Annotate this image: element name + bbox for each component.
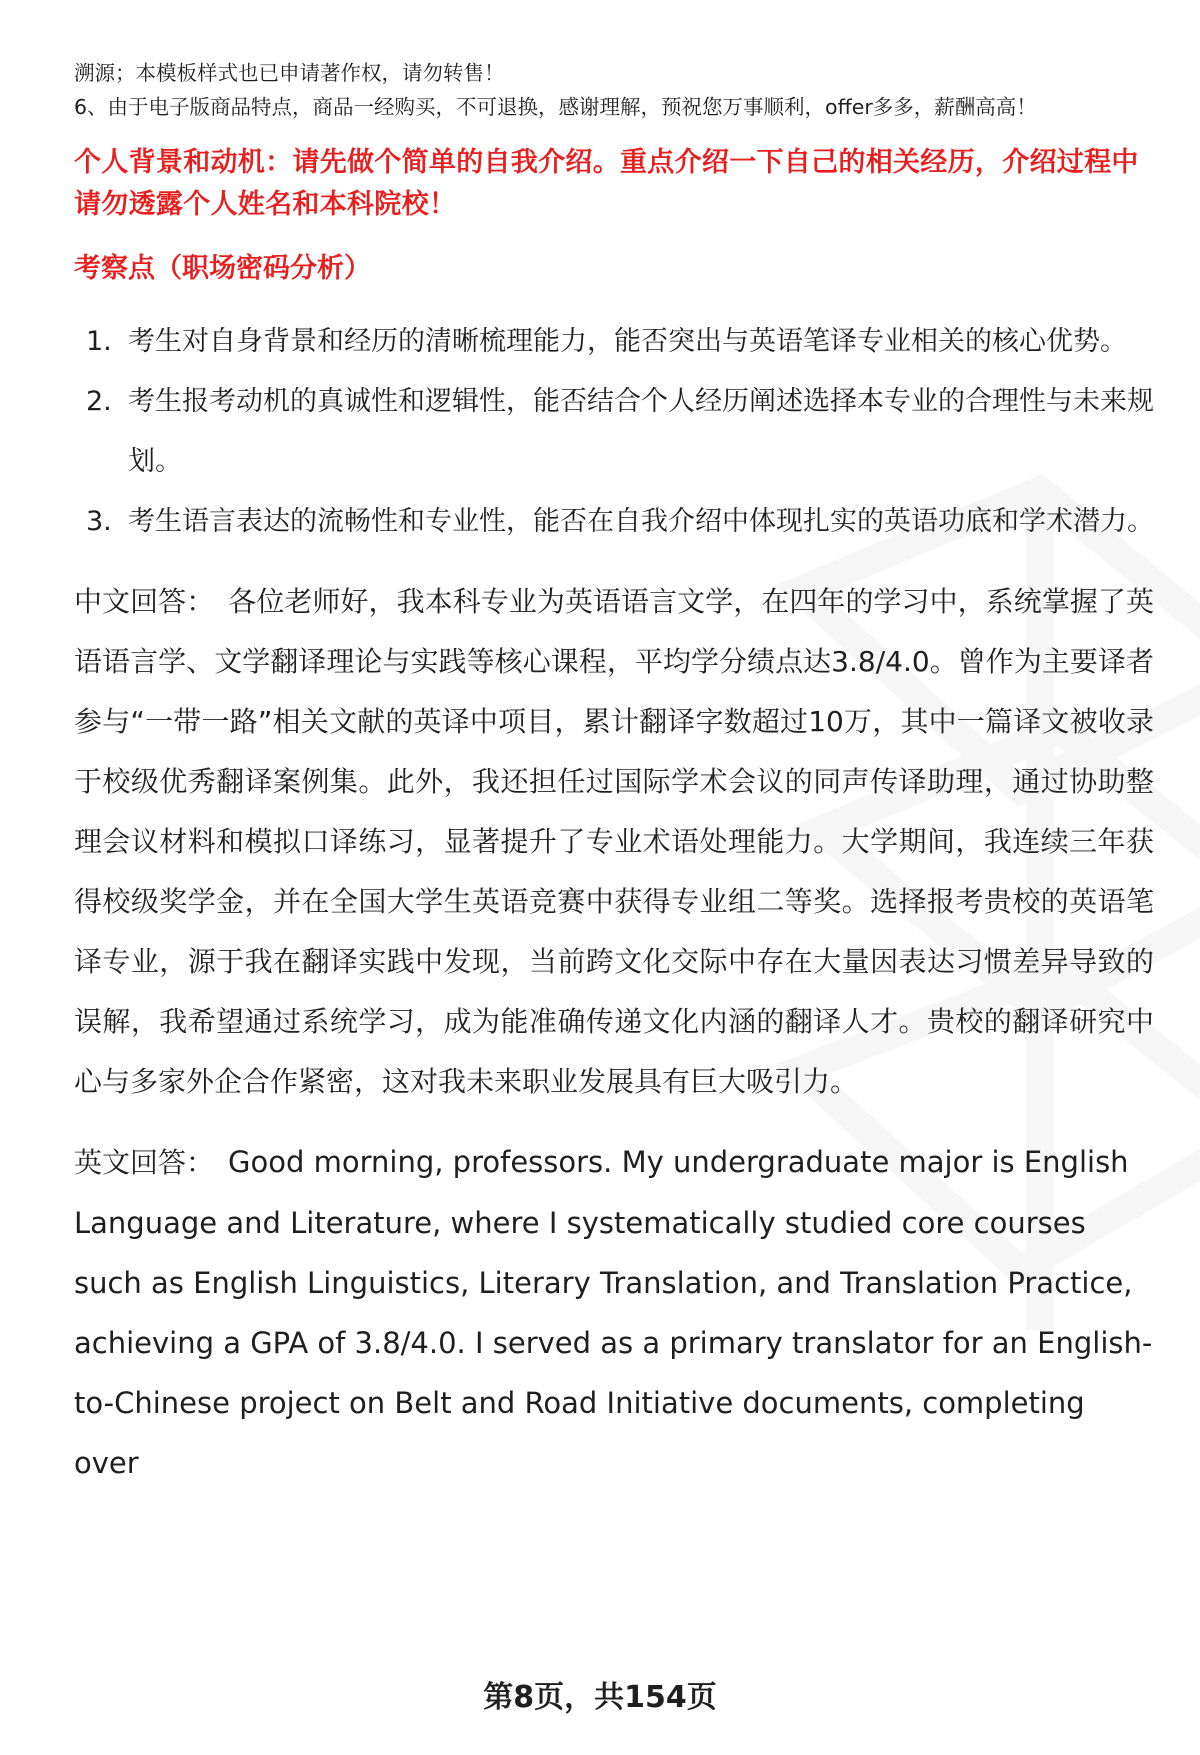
chinese-answer-text: 各位老师好，我本科专业为英语语言文学，在四年的学习中，系统掌握了英语语言学、文学翻译理论与实践等核心课程，平均学分绩点达3.8/4.0。曾作为主要译者参与“一带一路”相关文献的英译中项目，累计翻译字数超过10万，其中一篇译文被收录于校级优秀翻译案例集。此外，我还担任过国际学术会议的同声传译助理，通过协助整理会议材料和模拟口译练习，显著提升了专业术语处理能力。大学期间，我连续三年获得校级奖学金，并在全国大学生英语竞赛中获得专业组二等奖。选择报考贵校的英语笔译专业，源于我在翻译实践中发现，当前跨文化交际中存在大量因表达习惯差异导致的误解，我希望通过系统学习，成为能准确传递文化内涵的翻译人才。贵校的翻译研究中心与多家外企合作紧密，这对我未来职业发展具有巨大吸引力。 [74, 585, 1154, 1098]
points-title: 考察点（职场密码分析） [74, 253, 371, 284]
list-number: 2. [86, 386, 112, 417]
english-answer [74, 1132, 1154, 1493]
chinese-answer [74, 572, 1154, 1112]
question-title: 个人背景和动机：请先做个简单的自我介绍。重点介绍一下自己的相关经历，介绍过程中请勿透露个人姓名和本科院校！ [74, 147, 1139, 220]
list-item [74, 492, 1154, 552]
english-answer-label: 英文回答： [74, 1146, 215, 1179]
chinese-answer-label: 中文回答： [74, 585, 215, 618]
list-number: 3. [86, 506, 112, 537]
list-item [74, 372, 1154, 492]
english-answer-text: Good morning, professors. My undergraduate major is English Language and Literature, where I systematically studied core courses such as English Linguistics, Literary Translation, and Translation Practice, achieving a GPA of 3.8/4.0. I served as a primary translator for an English-to-Chinese project on Belt and Road Initiative documents, completing over [74, 1145, 1153, 1480]
document-page [74, 56, 1154, 1493]
notice-line-1: 溯源；本模板样式也已申请著作权，请勿转售！ [74, 61, 505, 85]
list-item-text: 考生报考动机的真诚性和逻辑性，能否结合个人经历阐述选择本专业的合理性与未来规划。 [128, 386, 1154, 477]
assessment-points-list [74, 312, 1154, 552]
list-item-text: 考生对自身背景和经历的清晰梳理能力，能否突出与英语笔译专业相关的核心优势。 [128, 326, 1127, 357]
list-item-text: 考生语言表达的流畅性和专业性，能否在自我介绍中体现扎实的英语功底和学术潜力。 [128, 506, 1154, 537]
list-number: 1. [86, 326, 112, 357]
notice-line-2: 6、由于电子版商品特点，商品一经购买，不可退换，感谢理解，预祝您万事顺利，offer多多，薪酬高高！ [74, 95, 1037, 119]
list-item [74, 312, 1154, 372]
page-number: 第8页，共154页 [483, 1680, 717, 1715]
